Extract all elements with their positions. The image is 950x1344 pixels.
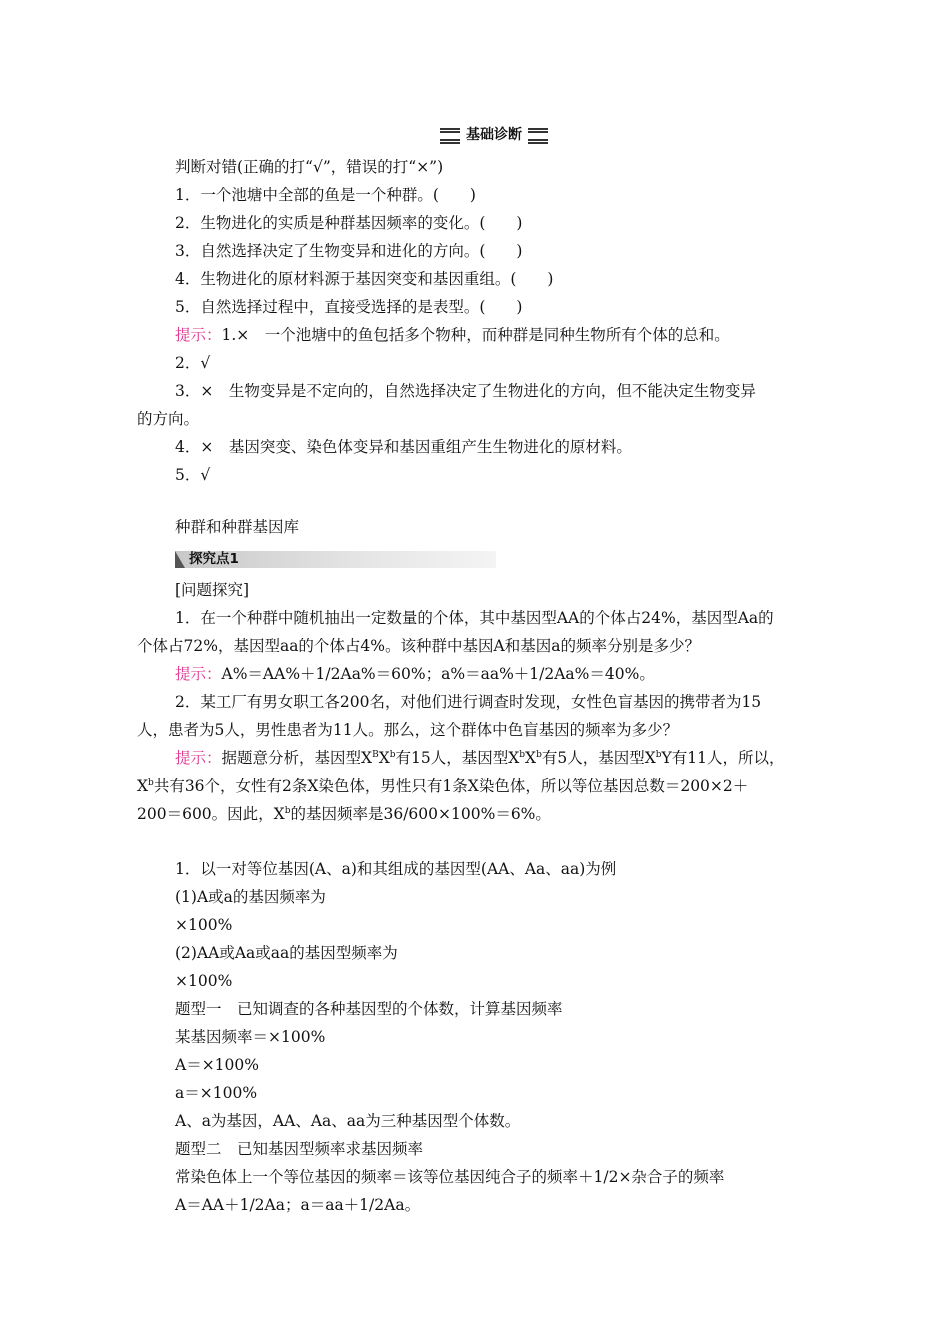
judge-item: 1．一个池塘中全部的鱼是一个种群。( )	[175, 186, 476, 204]
summary-line: a＝×100%	[175, 1084, 258, 1102]
hint-label: 提示：	[175, 749, 222, 767]
question-line: 人，患者为5人，男性患者为11人。那么，这个群体中色盲基因的频率为多少？	[137, 721, 679, 739]
hint-line: 4．× 基因突变、染色体变异和基因重组产生生物进化的原材料。	[175, 438, 632, 456]
answer-text: 200＝600。因此，X	[137, 805, 285, 823]
section-title: 种群和种群基因库	[175, 518, 300, 536]
summary-line: A、a为基因，AA、Aa、aa为三种基因型个体数。	[175, 1112, 521, 1130]
summary-line: 某基因频率＝×100%	[175, 1028, 326, 1046]
hint-line: 5．√	[175, 466, 211, 484]
summary-line: 题型二 已知基因型频率求基因频率	[175, 1140, 424, 1158]
summary-line: A＝AA＋1/2Aa；a＝aa＋1/2Aa。	[175, 1196, 421, 1214]
answer-text: 有5人，基因型X	[541, 749, 656, 767]
summary-line: (1)A或a的基因频率为	[175, 888, 326, 906]
judge-intro: 判断对错(正确的打“√”，错误的打“×”)	[175, 158, 444, 176]
hint-line: 2．√	[175, 354, 211, 372]
answer-text: A%＝AA%＋1/2Aa%＝60%；a%＝aa%＋1/2Aa%＝40%。	[221, 665, 655, 683]
explore-tag: 探究点1	[175, 551, 255, 568]
answer-text: 的基因频率是36/600×100%＝6%。	[290, 805, 551, 823]
answer-text: X	[137, 777, 149, 795]
answer-text: Y有11人，所以，	[661, 749, 785, 767]
superscript: b	[284, 806, 291, 816]
judge-item: 2．生物进化的实质是种群基因频率的变化。( )	[175, 214, 523, 232]
answer-line	[175, 664, 655, 684]
question-line: 个体占72%，基因型aa的个体占4%。该种群中基因A和基因a的频率分别是多少？	[137, 637, 700, 655]
section-banner	[440, 125, 548, 145]
summary-line: ×100%	[175, 972, 233, 990]
superscript: b	[519, 750, 526, 760]
summary-line: 常染色体上一个等位基因的频率＝该等位基因纯合子的频率＋1/2×杂合子的频率	[175, 1168, 725, 1186]
judge-item: 4．生物进化的原材料源于基因突变和基因重组。( )	[175, 270, 554, 288]
answer-text: 共有36个，女性有2条X染色体，男性只有1条X染色体，所以等位基因总数＝200×2＋	[153, 777, 749, 795]
question-line: 1．在一个种群中随机抽出一定数量的个体，其中基因型AA的个体占24%，基因型Aa的	[175, 609, 774, 627]
superscript: B	[372, 750, 379, 760]
answer-line	[137, 804, 551, 824]
hint-label: 提示：	[175, 665, 222, 683]
summary-line: (2)AA或Aa或aa的基因型频率为	[175, 944, 398, 962]
answer-text: X	[378, 749, 390, 767]
hint-line	[175, 325, 730, 345]
explore-tag-bar	[175, 551, 496, 568]
answer-text: X	[525, 749, 537, 767]
hint-text: 1.× 一个池塘中的鱼包括多个物种，而种群是同种生物所有个体的总和。	[221, 326, 730, 344]
summary-line: 1．以一对等位基因(A、a)和其组成的基因型(AA、Aa、aa)为例	[175, 860, 617, 878]
superscript: b	[389, 750, 396, 760]
answer-text: 据题意分析，基因型X	[221, 749, 373, 767]
hint-label: 提示：	[175, 326, 222, 344]
superscript: b	[148, 778, 154, 788]
judge-item: 5．自然选择过程中，直接受选择的是表型。( )	[175, 298, 523, 316]
answer-line	[137, 776, 748, 796]
summary-line: A＝×100%	[175, 1056, 259, 1074]
hint-line: 3．× 生物变异是不定向的，自然选择决定了生物进化的方向，但不能决定生物变异	[175, 382, 756, 400]
summary-line: ×100%	[175, 916, 233, 934]
banner-title: 基础诊断	[460, 125, 528, 145]
superscript: b	[536, 750, 542, 760]
answer-line	[175, 748, 784, 768]
judge-item: 3．自然选择决定了生物变异和进化的方向。( )	[175, 242, 523, 260]
summary-line: 题型一 已知调查的各种基因型的个体数，计算基因频率	[175, 1000, 563, 1018]
explore-heading: [问题探究]	[175, 581, 250, 599]
superscript: b	[655, 750, 662, 760]
question-line: 2．某工厂有男女职工各200名，对他们进行调查时发现，女性色盲基因的携带者为15	[175, 693, 762, 711]
answer-text: 有15人，基因型X	[395, 749, 520, 767]
hint-line: 的方向。	[137, 410, 200, 428]
